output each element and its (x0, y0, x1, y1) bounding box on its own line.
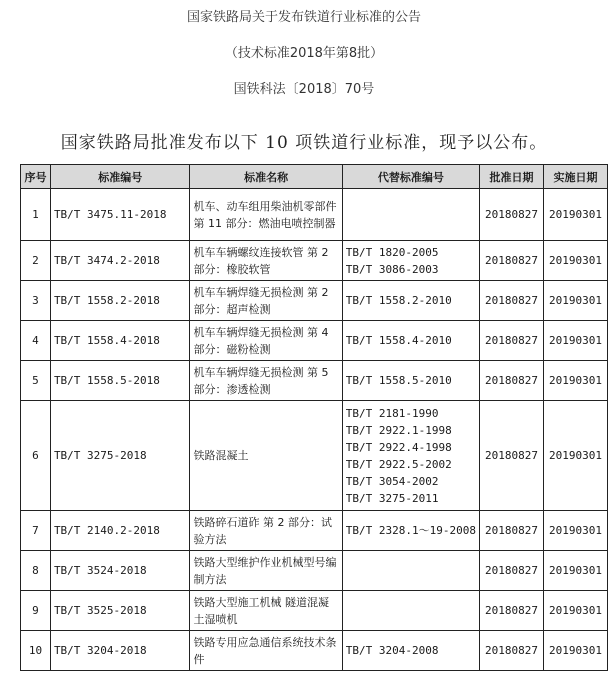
cell-name: 铁路碎石道砟 第 2 部分：试验方法 (190, 511, 342, 551)
cell-no: 5 (21, 361, 51, 401)
cell-effective-date: 20190301 (543, 241, 607, 281)
replaced-standard: TB/T 1558.2-2010 (345, 294, 452, 307)
cell-approve-date: 20180827 (480, 551, 544, 591)
cell-replaced (342, 591, 479, 631)
header-approve-date: 批准日期 (480, 165, 544, 189)
cell-no: 8 (21, 551, 51, 591)
document-number: 国铁科法〔2018〕70号 (233, 82, 375, 97)
cell-approve-date: 20180827 (480, 591, 544, 631)
cell-approve-date: 20180827 (480, 321, 544, 361)
cell-no: 4 (21, 321, 51, 361)
cell-no: 2 (21, 241, 51, 281)
replaced-standard: TB/T 3054-2002 (345, 474, 439, 488)
cell-replaced (342, 321, 479, 361)
header-replaced: 代替标准编号 (342, 165, 479, 189)
cell-approve-date: 20180827 (480, 241, 544, 281)
cell-code: TB/T 1558.2-2018 (50, 281, 190, 321)
cell-name: 铁路混凝土 (190, 401, 342, 511)
table-row (21, 361, 608, 401)
cell-approve-date: 20180827 (480, 189, 544, 241)
replaced-standard: TB/T 2181-1990 (345, 406, 439, 420)
replaced-standard: TB/T 2922.1-1998 (345, 423, 452, 437)
cell-no: 6 (21, 401, 51, 511)
cell-code: TB/T 2140.2-2018 (50, 511, 190, 551)
cell-name: 铁路大型维护作业机械型号编制方法 (190, 551, 342, 591)
cell-effective-date: 20190301 (543, 401, 607, 511)
table-header-row (21, 165, 608, 189)
cell-replaced (342, 241, 479, 281)
cell-name: 机车车辆焊缝无损检测 第 4 部分：磁粉检测 (190, 321, 342, 361)
cell-code: TB/T 3474.2-2018 (50, 241, 190, 281)
cell-code: TB/T 3475.11-2018 (50, 189, 190, 241)
announcement-title: 国家铁路局关于发布铁道行业标准的公告 (186, 10, 421, 25)
cell-effective-date: 20190301 (543, 551, 607, 591)
replaced-standard: TB/T 3204-2008 (345, 644, 439, 657)
header-effective-date: 实施日期 (543, 165, 607, 189)
announcement-subtitle: （技术标准2018年第8批） (224, 46, 384, 61)
table-row (21, 321, 608, 361)
cell-replaced (342, 401, 479, 511)
cell-replaced (342, 281, 479, 321)
cell-name: 铁路专用应急通信系统技术条件 (190, 631, 342, 671)
cell-replaced (342, 361, 479, 401)
cell-no: 10 (21, 631, 51, 671)
table-row (21, 401, 608, 511)
cell-no: 1 (21, 189, 51, 241)
cell-name: 机车、动车组用柴油机零部件 第 11 部分：燃油电喷控制器 (190, 189, 342, 241)
replaced-standard: TB/T 2922.4-1998 (345, 440, 452, 454)
cell-no: 3 (21, 281, 51, 321)
cell-name: 机车车辆焊缝无损检测 第 5 部分：渗透检测 (190, 361, 342, 401)
intro-text: 国家铁路局批准发布以下 10 项铁道行业标准，现予以公布。 (60, 133, 548, 153)
replaced-standard: TB/T 1558.5-2010 (345, 374, 452, 387)
cell-code: TB/T 1558.5-2018 (50, 361, 190, 401)
cell-no: 9 (21, 591, 51, 631)
replaced-standard: TB/T 3086-2003 (345, 262, 439, 276)
cell-name: 铁路大型施工机械 隧道混凝土湿喷机 (190, 591, 342, 631)
table-row (21, 189, 608, 241)
cell-no: 7 (21, 511, 51, 551)
cell-approve-date: 20180827 (480, 631, 544, 671)
standards-table (20, 164, 608, 671)
cell-effective-date: 20190301 (543, 631, 607, 671)
cell-replaced (342, 631, 479, 671)
cell-effective-date: 20190301 (543, 511, 607, 551)
cell-code: TB/T 3204-2018 (50, 631, 190, 671)
cell-code: TB/T 3275-2018 (50, 401, 190, 511)
table-row (21, 551, 608, 591)
cell-name: 机车车辆焊缝无损检测 第 2 部分：超声检测 (190, 281, 342, 321)
replaced-standard: TB/T 1820-2005 (345, 245, 439, 259)
table-row (21, 591, 608, 631)
cell-code: TB/T 3524-2018 (50, 551, 190, 591)
cell-effective-date: 20190301 (543, 591, 607, 631)
cell-replaced (342, 511, 479, 551)
cell-effective-date: 20190301 (543, 281, 607, 321)
cell-effective-date: 20190301 (543, 189, 607, 241)
cell-approve-date: 20180827 (480, 401, 544, 511)
cell-effective-date: 20190301 (543, 321, 607, 361)
cell-approve-date: 20180827 (480, 361, 544, 401)
table-row (21, 241, 608, 281)
cell-replaced (342, 551, 479, 591)
replaced-standard: TB/T 3275-2011 (345, 491, 439, 505)
cell-code: TB/T 3525-2018 (50, 591, 190, 631)
cell-effective-date: 20190301 (543, 361, 607, 401)
cell-approve-date: 20180827 (480, 511, 544, 551)
header-code: 标准编号 (50, 165, 190, 189)
cell-approve-date: 20180827 (480, 281, 544, 321)
cell-replaced (342, 189, 479, 241)
table-row (21, 281, 608, 321)
replaced-standard: TB/T 2922.5-2002 (345, 457, 452, 471)
table-row (21, 631, 608, 671)
replaced-standard: TB/T 1558.4-2010 (345, 334, 452, 347)
cell-code: TB/T 1558.4-2018 (50, 321, 190, 361)
table-row (21, 511, 608, 551)
header-no: 序号 (21, 165, 51, 189)
cell-name: 机车车辆螺纹连接软管 第 2 部分：橡胶软管 (190, 241, 342, 281)
replaced-standard: TB/T 2328.1～19-2008 (345, 524, 477, 537)
header-name: 标准名称 (190, 165, 342, 189)
